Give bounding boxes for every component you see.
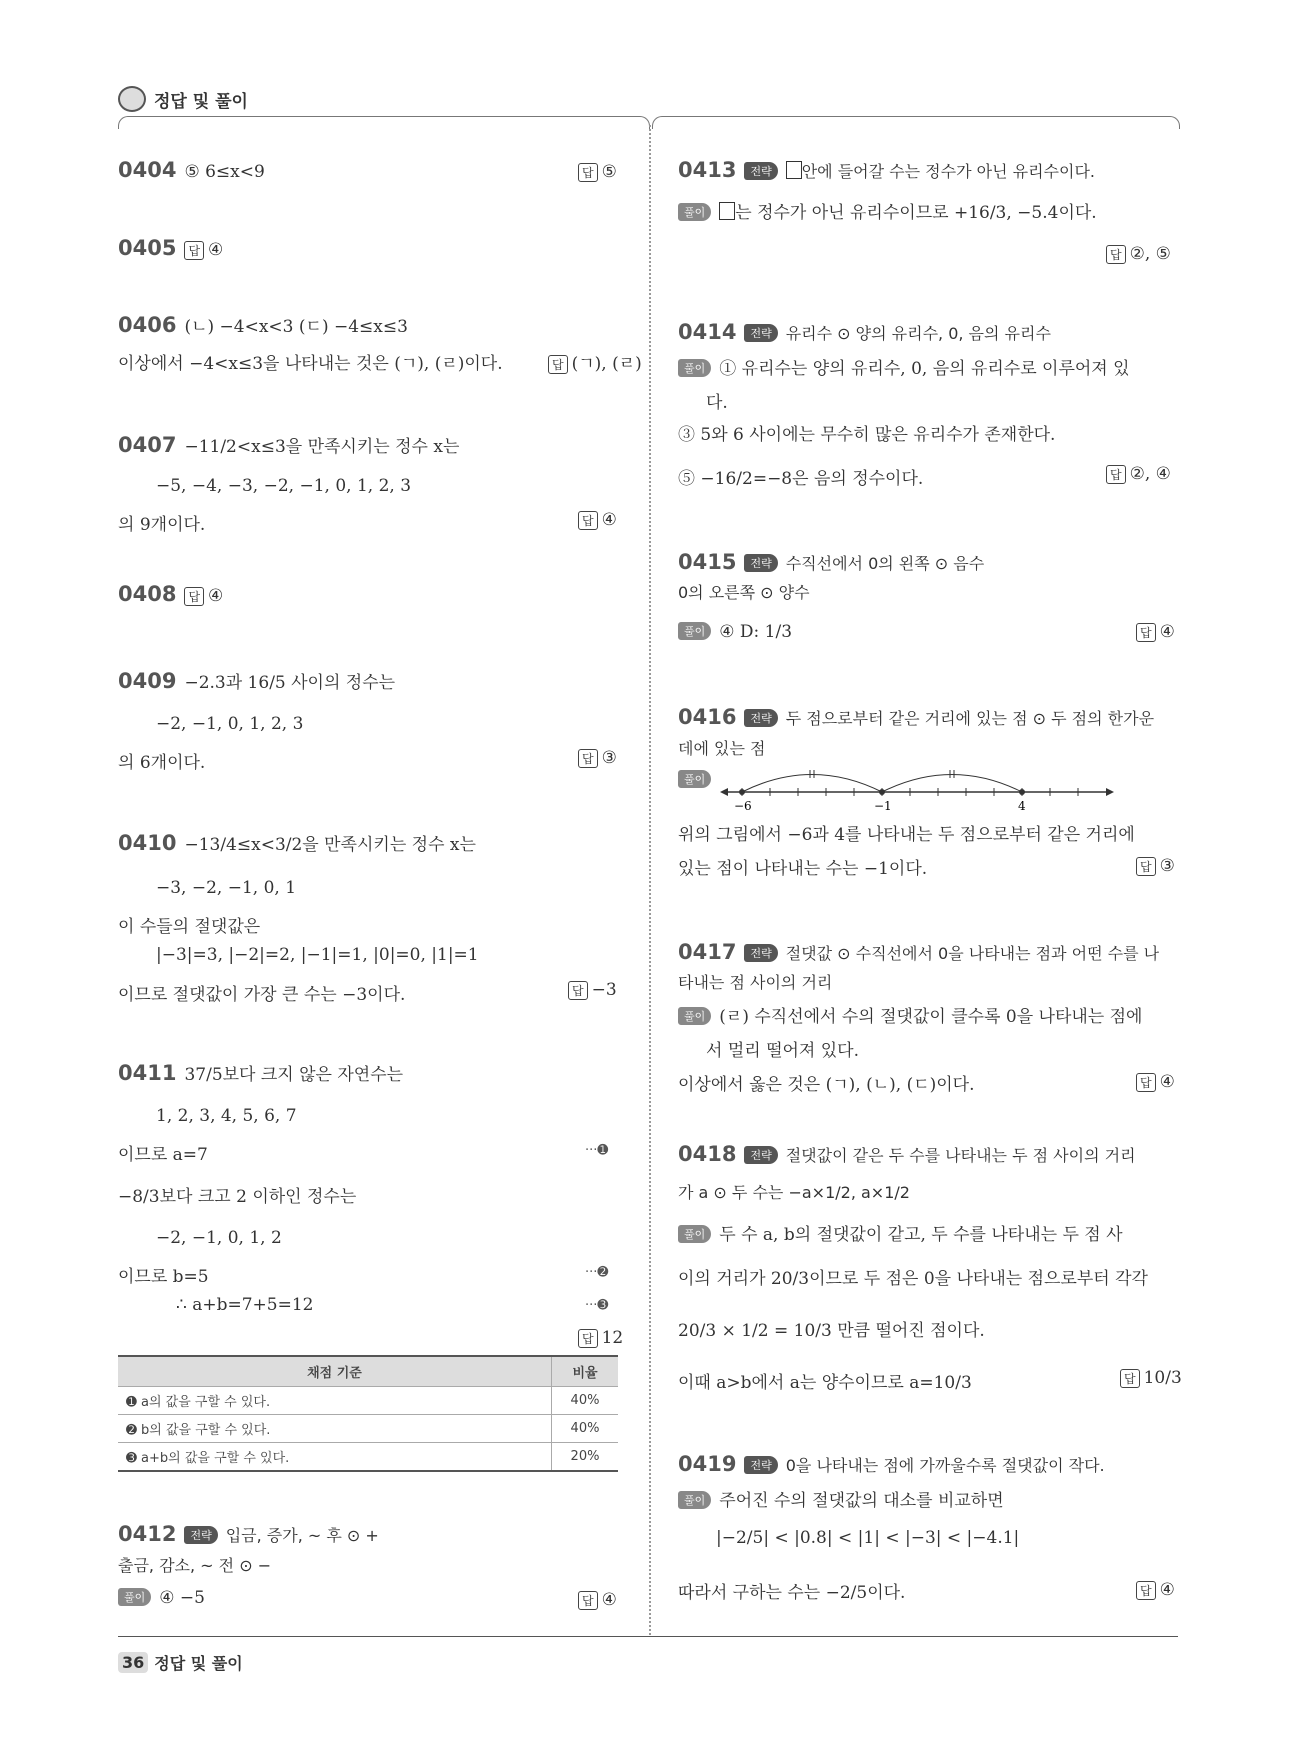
problem-0408: 0408 답 ④ <box>118 582 224 606</box>
blank-box-icon <box>786 161 802 179</box>
problem-0417-sol1b: 서 멀리 떨어져 있다. <box>706 1041 859 1061</box>
answer-0406: 답 (ㄱ), (ㄹ) <box>548 349 642 374</box>
problem-0410-line4: |−3|=3, |−2|=2, |−1|=1, |0|=0, |1|=1 <box>156 945 479 965</box>
problem-0411-line6: 이므로 b=5 <box>118 1267 209 1287</box>
problem-0407: 0407 −11/2<x≤3을 만족시키는 정수 x는 <box>118 433 460 457</box>
problem-0414-sol3: ⑤ −16/2=−8은 음의 정수이다. <box>678 469 924 489</box>
mascot-icon <box>118 86 146 112</box>
problem-0417-sol1: 풀이 (ㄹ) 수직선에서 수의 절댓값이 클수록 0을 나타내는 점에 <box>678 1002 1142 1027</box>
table-header-criteria: 채점 기준 <box>118 1356 552 1387</box>
problem-0409: 0409 −2.3과 16/5 사이의 정수는 <box>118 669 396 693</box>
problem-0414-sol1: 풀이 ① 유리수는 양의 유리수, 0, 음의 유리수로 이루어져 있 <box>678 354 1130 379</box>
table-row: ➊ a의 값을 구할 수 있다. 40% <box>118 1387 618 1415</box>
page-footer <box>118 1651 243 1674</box>
problem-0405: 0405 답 ④ <box>118 236 224 260</box>
step-marker-2: ···➋ <box>585 1265 609 1280</box>
problem-0418-sol2: 이의 거리가 20/3이므로 두 점은 0을 나타내는 점으로부터 각각 <box>678 1269 1148 1289</box>
footer-text: 정답 및 풀이 <box>154 1654 243 1673</box>
answer-0409: 답 ③ <box>578 748 617 768</box>
answer-0417: 답 ④ <box>1136 1072 1175 1092</box>
blank-box-icon <box>719 202 735 220</box>
problem-0418-sol3: 20/3 × 1/2 = 10/3 만큼 떨어진 점이다. <box>678 1321 985 1341</box>
answer-0418: 답 10/3 <box>1120 1368 1182 1388</box>
problem-0418-sol1: 풀이 두 수 a, b의 절댓값이 같고, 두 수를 나타내는 두 점 사 <box>678 1220 1123 1245</box>
problem-0416-line1: 위의 그림에서 −6과 4를 나타내는 두 점으로부터 같은 거리에 <box>678 825 1135 845</box>
problem-0415-strat2: 0의 오른쪽 ⊙ 양수 <box>678 583 810 602</box>
axis-label: −1 <box>874 799 892 812</box>
problem-0418-sol4: 이때 a>b에서 a는 양수이므로 a=10/3 <box>678 1373 972 1393</box>
problem-0419-sol2: |−2/5| < |0.8| < |1| < |−3| < |−4.1| <box>716 1528 1020 1548</box>
table-row: ➌ a+b의 값을 구할 수 있다. 20% <box>118 1443 618 1472</box>
table-header-ratio: 비율 <box>552 1356 619 1387</box>
problem-0415: 0415 전략 수직선에서 0의 왼쪽 ⊙ 음수 <box>678 550 985 574</box>
grading-table <box>118 1355 618 1472</box>
page-number: 36 <box>118 1652 148 1673</box>
left-column-frame <box>118 116 650 129</box>
answer-0412: 답 ④ <box>578 1590 617 1610</box>
problem-0407-line2: −5, −4, −3, −2, −1, 0, 1, 2, 3 <box>156 476 412 496</box>
problem-0411-line4: −8/3보다 크고 2 이하인 정수는 <box>118 1187 357 1207</box>
problem-0419: 0419 전략 0을 나타내는 점에 가까울수록 절댓값이 작다. <box>678 1452 1105 1476</box>
problem-0409-line2: −2, −1, 0, 1, 2, 3 <box>156 714 304 734</box>
answer-0415: 답 ④ <box>1136 622 1175 642</box>
axis-label: −6 <box>734 799 752 812</box>
problem-0414: 0414 전략 유리수 ⊙ 양의 유리수, 0, 음의 유리수 <box>678 320 1051 344</box>
answer-0419: 답 ④ <box>1136 1580 1175 1600</box>
problem-0413: 0413 전략 안에 들어갈 수는 정수가 아닌 유리수이다. <box>678 158 1095 182</box>
problem-0410-line2: −3, −2, −1, 0, 1 <box>156 878 297 898</box>
problem-0412-strat2: 출금, 감소, ~ 전 ⊙ − <box>118 1556 272 1575</box>
footer-rule <box>118 1636 1178 1637</box>
axis-label: 4 <box>1018 799 1026 812</box>
problem-0414-sol1b: 다. <box>706 393 728 413</box>
header-title: 정답 및 풀이 <box>154 91 248 112</box>
problem-0407-line3: 의 9개이다. <box>118 515 206 535</box>
problem-0416-line2: 있는 점이 나타내는 수는 −1이다. <box>678 859 928 879</box>
problem-0418: 0418 전략 절댓값이 같은 두 수를 나타내는 두 점 사이의 거리 <box>678 1142 1136 1166</box>
problem-0410-line3: 이 수들의 절댓값은 <box>118 917 261 937</box>
answer-0410: 답 −3 <box>568 980 617 1000</box>
problem-0412: 0412 전략 입금, 증가, ~ 후 ⊙ + <box>118 1522 379 1546</box>
answer-0414: 답 ②, ④ <box>1106 464 1171 484</box>
problem-0416-sol-label: 풀이 <box>678 770 719 790</box>
problem-0404: 0404 ⑤ 6≤x<9 <box>118 158 265 182</box>
problem-0418-strat2: 가 a ⊙ 두 수는 −a×1/2, a×1/2 <box>678 1183 910 1202</box>
answer-0413: 답 ②, ⑤ <box>1106 244 1171 264</box>
problem-0411-line2: 1, 2, 3, 4, 5, 6, 7 <box>156 1106 297 1126</box>
problem-0414-sol2: ③ 5와 6 사이에는 무수히 많은 유리수가 존재한다. <box>678 425 1056 445</box>
problem-0419-sol3: 따라서 구하는 수는 −2/5이다. <box>678 1583 906 1603</box>
problem-0417-strat2: 타내는 점 사이의 거리 <box>678 973 833 992</box>
problem-0410-line5: 이므로 절댓값이 가장 큰 수는 −3이다. <box>118 985 406 1005</box>
step-marker-3: ···➌ <box>585 1298 609 1313</box>
answer-0416: 답 ③ <box>1136 856 1175 876</box>
step-marker-1: ···➊ <box>585 1143 609 1158</box>
answer-0407: 답 ④ <box>578 510 617 530</box>
problem-0412-sol: 풀이 ④ −5 <box>118 1588 205 1608</box>
problem-0413-sol: 풀이 는 정수가 아닌 유리수이므로 +16/3, −5.4이다. <box>678 198 1097 223</box>
problem-0406: 0406 (ㄴ) −4<x<3 (ㄷ) −4≤x≤3 <box>118 313 408 337</box>
problem-0411-line3: 이므로 a=7 <box>118 1145 208 1165</box>
page-header <box>118 86 248 112</box>
answer-0411: 답 12 <box>578 1328 623 1348</box>
answer-0404: 답 ⑤ <box>578 162 617 182</box>
problem-0417: 0417 전략 절댓값 ⊙ 수직선에서 0을 나타내는 점과 어떤 수를 나 <box>678 940 1160 964</box>
column-divider <box>649 125 651 1635</box>
problem-0416: 0416 전략 두 점으로부터 같은 거리에 있는 점 ⊙ 두 점의 한가운 <box>678 705 1155 729</box>
problem-0417-line: 이상에서 옳은 것은 (ㄱ), (ㄴ), (ㄷ)이다. <box>678 1075 975 1095</box>
problem-0416-strat2: 데에 있는 점 <box>678 739 766 758</box>
problem-0411: 0411 37/5보다 크지 않은 자연수는 <box>118 1061 404 1085</box>
problem-0406-line2: 이상에서 −4<x≤3을 나타내는 것은 (ㄱ), (ㄹ)이다. <box>118 354 503 374</box>
table-row: ➋ b의 값을 구할 수 있다. 40% <box>118 1415 618 1443</box>
problem-0409-line3: 의 6개이다. <box>118 753 206 773</box>
right-column-frame <box>652 116 1180 129</box>
number-line-diagram <box>720 762 1115 812</box>
problem-0411-line5: −2, −1, 0, 1, 2 <box>156 1228 282 1248</box>
problem-0411-line7: ∴ a+b=7+5=12 <box>176 1295 314 1315</box>
problem-0419-sol1: 풀이 주어진 수의 절댓값의 대소를 비교하면 <box>678 1486 1004 1511</box>
problem-0410: 0410 −13/4≤x<3/2을 만족시키는 정수 x는 <box>118 831 476 855</box>
problem-0415-sol: 풀이 ④ D: 1/3 <box>678 622 792 642</box>
